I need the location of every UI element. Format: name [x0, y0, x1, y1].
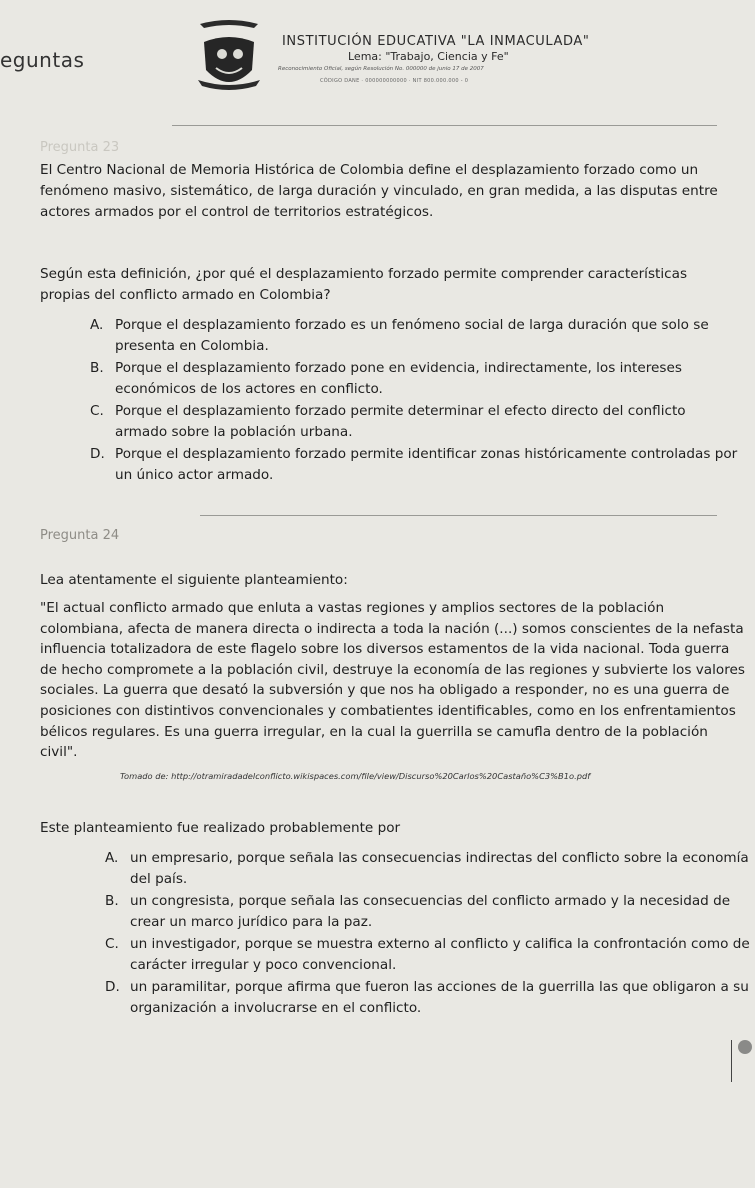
option-text: un empresario, porque señala las consecuencias indirectas del conflicto sobre la economía del país. — [130, 850, 749, 887]
question-24-intro: Lea atentamente el siguiente planteamiento: — [40, 572, 348, 588]
option-letter: C. — [90, 403, 104, 419]
option-d[interactable] — [105, 977, 750, 1020]
option-letter: B. — [90, 360, 104, 376]
page-section-label: eguntas — [0, 48, 85, 72]
question-24-options — [105, 848, 750, 1020]
resolution-text: Reconocimiento Oficial, según Resolución No. 000000 de junio 17 de 2007 — [278, 66, 484, 72]
option-text: un investigador, porque se muestra externo al conflicto y califica la confrontación como de carácter irregular y poco convencional. — [130, 936, 750, 973]
text-cursor — [731, 1040, 732, 1082]
option-text: Porque el desplazamiento forzado pone en evidencia, indirectamente, los intereses económicos de los actores en conflicto. — [115, 360, 682, 397]
option-letter: D. — [90, 446, 105, 462]
option-c[interactable] — [90, 401, 740, 444]
option-text: Porque el desplazamiento forzado permite identificar zonas históricamente controladas por un único actor armado. — [115, 446, 738, 483]
question-24-quote: "El actual conflicto armado que enluta a vastas regiones y amplios sectores de la población colombiana, afecta de manera directa o indirecta a toda la nación (...) somos conscientes de la nefasta influencia totalizadora de este flagelo sobre los diversos estamentos de la vida nacional. Toda guerra de hecho compromete a la población civil, destruye la economía de las regiones y subvierte los valores sociales. La guerra que desató la subversión y que nos ha obligado a responder, no es una guerra de posiciones con distintivos convencionales y combatientes identificables, como en los enfrentamientos bélicos regulares. Es una guerra irregular, en la cual la guerrilla se camufla dentro de la población civil". — [40, 600, 745, 761]
quote-source: Tomado de: http://otramiradadelconflicto.wikispaces.com/file/view/Discurso%20Carlos%20Castaño%C3%B1o.pdf — [120, 771, 591, 781]
option-text: un congresista, porque señala las consecuencias del conflicto armado y la necesidad de crear un marco jurídico para la paz. — [130, 893, 731, 930]
divider — [200, 515, 717, 516]
option-text: Porque el desplazamiento forzado es un fenómeno social de larga duración que solo se presenta en Colombia. — [115, 317, 709, 354]
question-23-prompt: Según esta definición, ¿por qué el desplazamiento forzado permite comprender características propias del conflicto armado en Colombia? — [40, 266, 688, 303]
option-b[interactable] — [105, 891, 750, 934]
option-letter: D. — [105, 979, 120, 995]
question-23-stem: El Centro Nacional de Memoria Histórica de Colombia define el desplazamiento forzado como un fenómeno masivo, sistemático, de larga duración y vinculado, en gran medida, a las disputas entre actores armados por el control de territorios estratégicos. — [40, 162, 718, 220]
option-text: un paramilitar, porque afirma que fueron las acciones de la guerrilla las que obligaron a su organización a involucrarse en el conflicto. — [130, 979, 749, 1016]
option-letter: B. — [105, 893, 119, 909]
question-23-options — [90, 315, 740, 487]
option-c[interactable] — [105, 934, 750, 977]
option-letter: A. — [105, 850, 119, 866]
option-a[interactable] — [105, 848, 750, 891]
school-motto: Lema: "Trabajo, Ciencia y Fe" — [348, 50, 509, 63]
divider — [172, 125, 717, 126]
option-d[interactable] — [90, 444, 740, 487]
option-a[interactable] — [90, 315, 740, 358]
option-text: Porque el desplazamiento forzado permite determinar el efecto directo del conflicto armado sobre la población urbana. — [115, 403, 686, 440]
option-b[interactable] — [90, 358, 740, 401]
question-24-prompt: Este planteamiento fue realizado probablemente por — [40, 820, 401, 836]
option-letter: A. — [90, 317, 104, 333]
question-23-label: Pregunta 23 — [40, 140, 120, 155]
dane-code: CÓDIGO DANE · 000000000000 · NIT 800.000.000 - 0 — [320, 78, 469, 84]
option-letter: C. — [105, 936, 119, 952]
selection-handle[interactable] — [738, 1040, 752, 1054]
school-name: INSTITUCIÓN EDUCATIVA "LA INMACULADA" — [282, 34, 590, 49]
school-crest-logo — [196, 18, 262, 96]
question-24-label: Pregunta 24 — [40, 528, 120, 543]
